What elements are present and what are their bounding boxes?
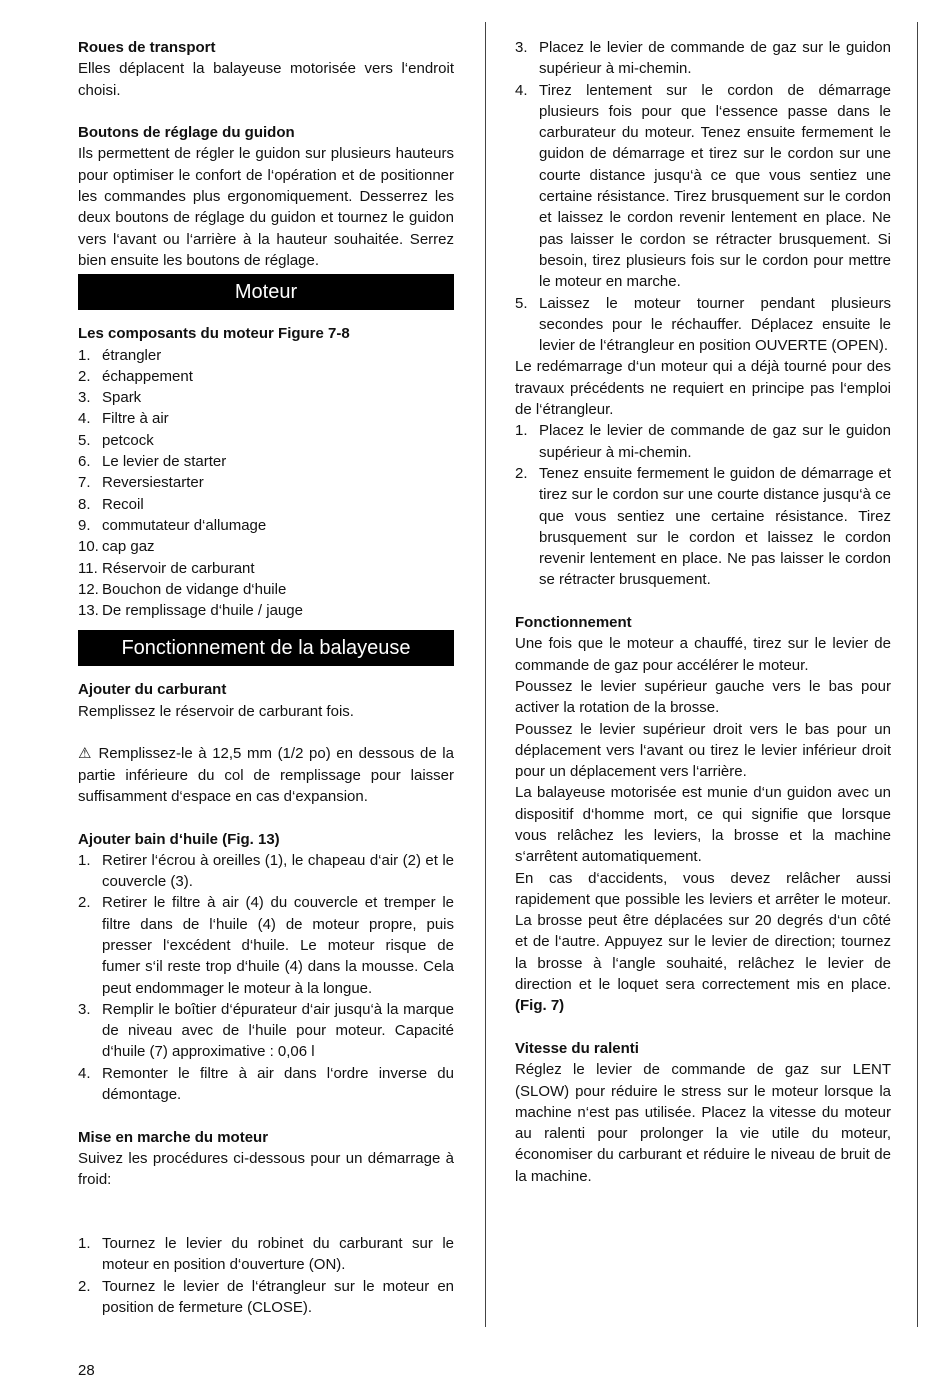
list-item-text: De remplissage d‘huile / jauge [102,602,303,620]
list-item-number: 5. [78,431,91,449]
heading-engine-start: Mise en marche du moteur [78,1128,269,1146]
column-divider-left [485,22,486,1327]
text-operation-2: Poussez le levier supérieur gauche vers le bas pour activer la rotation de la brosse. [515,677,891,717]
list-item-number: 10. [78,538,99,556]
left-column [78,37,454,1318]
text-operation-5 [515,868,891,1017]
list-item-number: 4. [78,410,91,428]
page-number: 28 [78,1362,95,1379]
list-item-text: Tirez lentement sur le cordon de démarrage plusieurs fois pour que l‘essence passe dans le carburateur du moteur. Tenez ensuite fermement le guidon de démarrage et tirez sur le cordon sur une courte distance jusqu‘à ce que vous sentiez une certaine résistance. Tirez brusquement sur le cordon et laissez le cordon revenir lentement en place. Ne pas laisser le cordon se rétracter brusquement. Si besoin, tirez plusieurs fois sur le cordon pour mettre le moteur en marche. [539,81,891,291]
text-operation-4: La balayeuse motorisée est munie d‘un guidon avec un dispositif d‘homme mort, ce qui signifie que lorsque vous relâchez les leviers, la brosse et la machine s‘arrêtent automatiquement. [515,784,891,866]
list-item-number: 3. [78,1000,91,1018]
heading-operation: Fonctionnement [515,614,632,632]
fuel-warning [78,743,454,807]
list-item-number: 6. [78,453,91,471]
list-item-text: étrangler [102,346,162,364]
heading-engine-components: Les composants du moteur Figure 7-8 [78,325,350,343]
list-item-number: 1. [515,422,528,440]
warning-icon: ⚠ [78,745,93,763]
list-item-number: 4. [78,1064,91,1082]
list-item-number: 9. [78,516,91,534]
list-item-text: Tournez le levier de l‘étrangleur sur le moteur en position de fermeture (CLOSE). [102,1277,454,1317]
list-item-number: 2. [78,1277,91,1295]
heading-oil-bath: Ajouter bain d‘huile (Fig. 13) [78,830,280,848]
list-item-number: 5. [515,294,528,312]
list-item-number: 3. [78,389,91,407]
text-operation-5-body: En cas d‘accidents, vous devez relâcher aussi rapidement que possible les leviers et arrêter le moteur. La brosse peut être déplacées sur 20 degrés d‘un côté et de l‘autre. Appuyez sur le levier de direction; tournez la brosse à l‘angle souhaité, relâchez le levier de direction et le loquet sera correctement mis en place. [515,869,891,994]
list-item-text: Retirer l‘écrou à oreilles (1), le chapeau d‘air (2) et le couvercle (3). [102,851,454,891]
list-item-number: 13. [78,602,99,620]
list-item [78,1063,454,1106]
text-transport-wheels: Elles déplacent la balayeuse motorisée vers l‘endroit choisi. [78,60,454,99]
list-item [78,472,454,493]
list-item-text: cap gaz [102,538,155,556]
list-item-text: Remonter le filtre à air dans l‘ordre inverse du démontage. [102,1064,454,1104]
list-item-number: 8. [78,495,91,513]
list-item-text: Bouchon de vidange d‘huile [102,580,287,598]
list-item-number: 1. [78,1235,91,1253]
list-item-text: Retirer le filtre à air (4) du couvercle et tremper le filtre dans de l‘huile (4) de moteur propre, puis presser l‘excédent d‘huile. Le moteur risque de fumer s‘il reste trop d‘huile (4) dans la mousse. Cela peut endommager le moteur à la longue. [102,894,454,997]
text-idle-speed: Réglez le levier de commande de gaz sur LENT (SLOW) pour réduire le stress sur le moteur lorsque la machine n‘est pas utilisée. Placez la vitesse du moteur au ralenti pour prolonger la vie utile du moteur, économiser du carburant et réduire le niveau de bruit de la machine. [515,1061,891,1185]
list-item [78,558,454,579]
text-operation-1: Une fois que le moteur a chauffé, tirez sur le levier de commande de gaz pour accélérer le moteur. [515,635,891,674]
section-bar-fonctionnement: Fonctionnement de la balayeuse [78,630,454,666]
list-item [515,80,891,293]
list-item [78,387,454,408]
text-handle-knobs: Ils permettent de régler le guidon sur plusieurs hauteurs pour optimiser le confort de l‘opération et de positionner les commandes plus ergonomiquement. Desserrez les deux boutons de réglage du guidon et tournez le guidon vers l‘avant ou l‘arrière à la hauteur souhaitée. Serrez bien ensuite les boutons de réglage. [78,145,454,269]
figure-reference: (Fig. 7) [515,997,565,1015]
list-item-text: Tournez le levier du robinet du carburant sur le moteur en position d‘ouverture (ON). [102,1235,454,1274]
list-item [515,463,891,591]
list-item [78,600,454,621]
list-item-text: commutateur d‘allumage [102,516,267,534]
list-item-text: Remplir le boîtier d‘épurateur d‘air jusqu‘à la marque de niveau avec de l‘huile pour moteur. Capacité d‘huile (7) approximative : 0,06 l [102,1000,454,1061]
list-item-number: 1. [78,851,91,869]
list-item-text: Placez le levier de commande de gaz sur le guidon supérieur à mi-chemin. [539,422,891,461]
list-item [78,1233,454,1276]
list-item-number: 7. [78,474,91,492]
list-item-number: 3. [515,39,528,56]
list-item [78,451,454,472]
list-item-number: 2. [515,464,528,482]
start-steps-list [78,1233,454,1318]
list-item-text: Réservoir de carburant [102,559,255,577]
list-item [78,892,454,998]
list-item [78,515,454,536]
engine-components-list [78,345,454,622]
heading-add-fuel: Ajouter du carburant [78,681,227,699]
list-item [78,850,454,893]
list-item-number: 12. [78,580,99,598]
list-item-text: Placez le levier de commande de gaz sur le guidon supérieur à mi-chemin. [539,39,891,78]
list-item-number: 1. [78,346,91,364]
list-item-text: échappement [102,367,193,385]
list-item [515,37,891,80]
list-item [78,345,454,366]
section-bar-moteur: Moteur [78,274,454,310]
list-item [78,366,454,387]
restart-steps-list [515,420,891,590]
list-item-text: Spark [102,389,142,407]
cold-start-steps-list [515,37,891,356]
list-item [515,420,891,463]
column-divider-right [917,22,918,1327]
list-item [78,1276,454,1319]
oil-steps-list [78,850,454,1106]
text-add-fuel: Remplissez le réservoir de carburant fois. [78,702,354,720]
heading-handle-knobs: Boutons de réglage du guidon [78,124,295,142]
list-item [78,494,454,515]
list-item-number: 4. [515,81,528,99]
list-item [78,430,454,451]
list-item-text: petcock [102,431,154,449]
list-item [78,408,454,429]
text-restart: Le redémarrage d‘un moteur qui a déjà tourné pour des travaux précédents ne requiert en principe pas l‘emploi de l‘étrangleur. [515,358,891,419]
list-item [515,293,891,357]
text-operation-3: Poussez le levier supérieur droit vers le bas pour un déplacement vers l‘avant ou tirez le levier inférieur droit pour un déplacement vers l‘arrière. [515,720,891,781]
list-item-text: Laissez le moteur tourner pendant plusieurs secondes pour le réchauffer. Déplacez ensuite le levier de l‘étrangleur en position OUVERTE (OPEN). [539,294,891,355]
list-item [78,999,454,1063]
list-item-text: Reversiestarter [102,474,204,492]
list-item [78,579,454,600]
list-item-number: 2. [78,894,91,912]
fuel-warning-text: Remplissez-le à 12,5 mm (1/2 po) en dessous de la partie inférieure du col de remplissage pour laisser suffisamment d‘espace en cas d‘expansion. [78,745,454,805]
list-item-number: 11. [78,559,98,577]
list-item-number: 2. [78,367,91,385]
list-item [78,536,454,557]
heading-transport-wheels: Roues de transport [78,39,216,56]
list-item-text: Filtre à air [102,410,169,428]
list-item-text: Le levier de starter [102,453,227,471]
list-item-text: Recoil [102,495,144,513]
heading-idle-speed: Vitesse du ralenti [515,1039,639,1057]
text-engine-start: Suivez les procédures ci-dessous pour un démarrage à froid: [78,1149,454,1189]
right-column [515,37,891,1187]
list-item-text: Tenez ensuite fermement le guidon de démarrage et tirez sur le cordon sur une courte distance jusqu‘à ce que vous sentiez une certaine résistance. Tirez brusquement sur le cordon et laissez le cordon revenir lentement en place. Ne pas laisser le cordon se rétracter brusquement. [539,464,891,589]
